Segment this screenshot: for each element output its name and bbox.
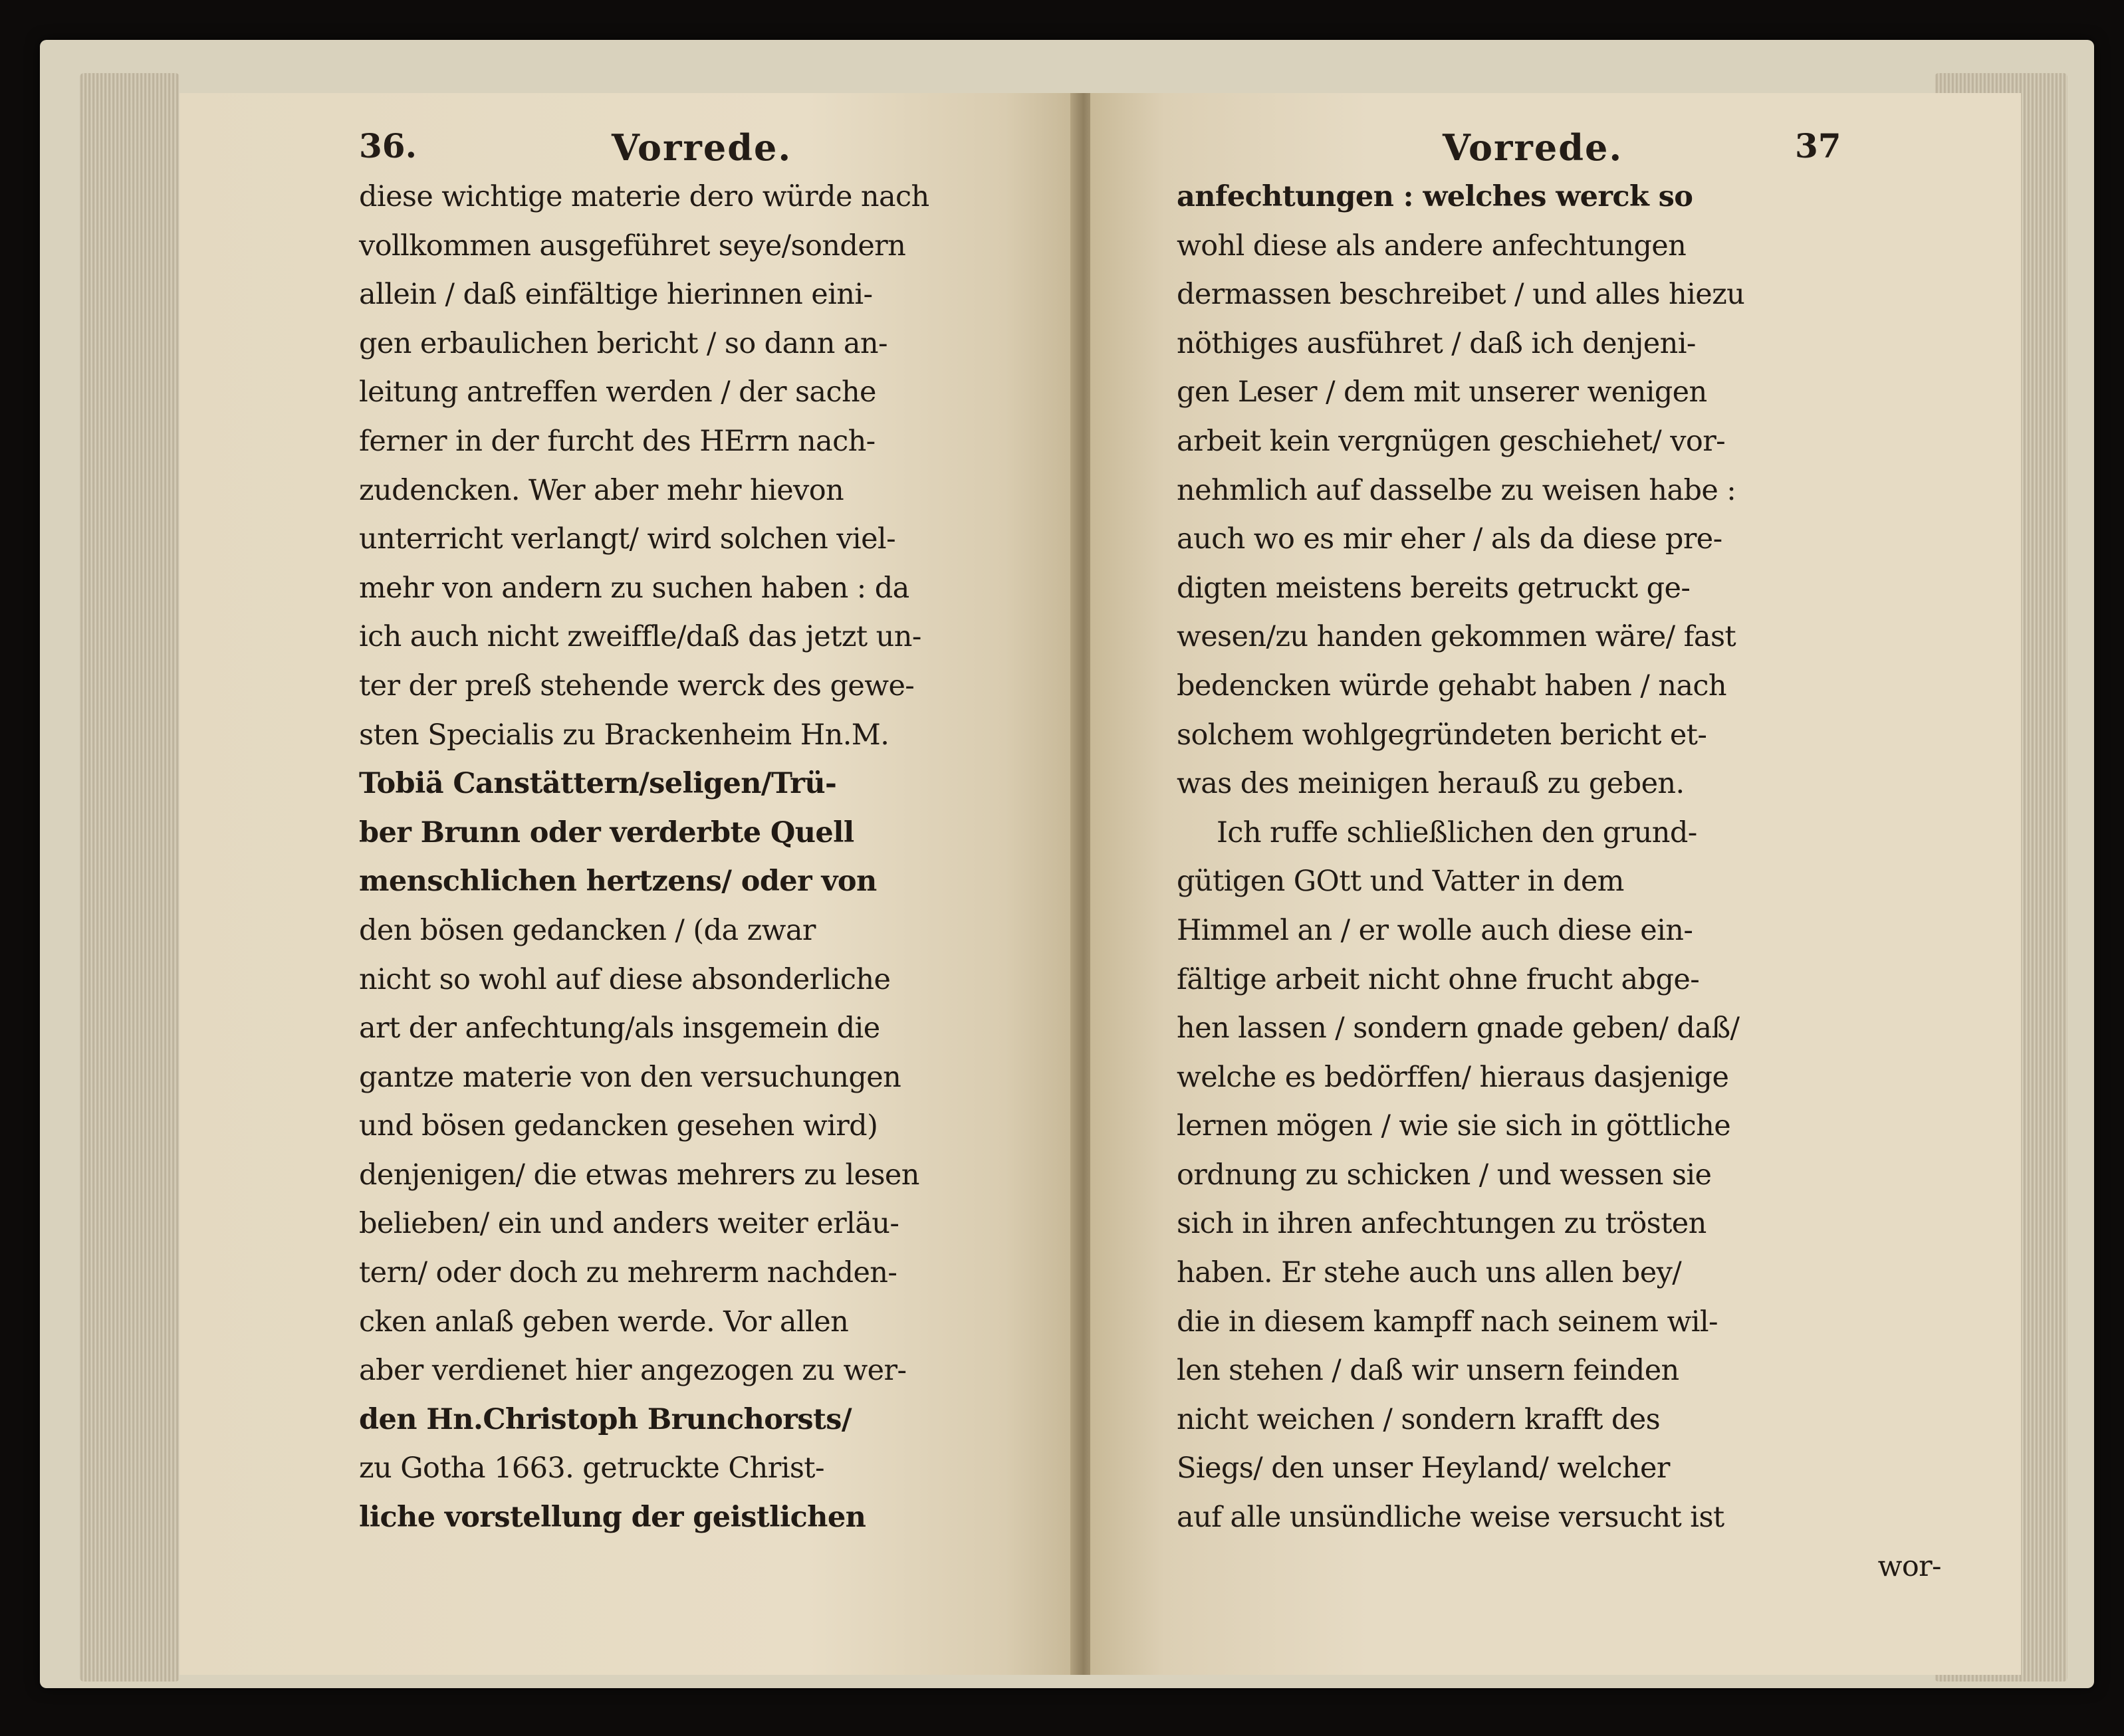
text-line: zu Gotha 1663. getruckte Christ- xyxy=(359,1452,824,1485)
text-line: was des meinigen herauß zu geben. xyxy=(1177,767,1685,801)
text-line: digten meistens bereits getruckt ge- xyxy=(1177,571,1691,605)
text-line: gütigen GOtt und Vatter in dem xyxy=(1177,865,1624,899)
text-line: ber Brunn oder verderbte Quell xyxy=(359,815,854,849)
left-page xyxy=(179,93,1077,1675)
text-line: Himmel an / er wolle auch diese ein- xyxy=(1177,913,1693,947)
text-line: menschlichen hertzens/ oder von xyxy=(359,865,877,899)
text-line: zudencken. Wer aber mehr hievon xyxy=(359,473,844,507)
text-line: den Hn.Christoph Brunchorsts/ xyxy=(359,1402,852,1436)
text-line: wesen/zu handen gekommen wäre/ fast xyxy=(1177,620,1736,654)
text-line: bedencken würde gehabt haben / nach xyxy=(1177,669,1726,703)
text-line: tern/ oder doch zu mehrerm nachden- xyxy=(359,1256,897,1290)
text-line: gantze materie von den versuchungen xyxy=(359,1060,901,1094)
text-line: den bösen gedancken / (da zwar xyxy=(359,913,816,947)
text-line: nöthiges ausführet / daß ich denjeni- xyxy=(1177,326,1696,360)
page-number: 36. xyxy=(359,126,417,165)
text-line: auch wo es mir eher / als da diese pre- xyxy=(1177,522,1722,556)
right-page-header xyxy=(1090,120,2021,173)
text-line: auf alle unsündliche weise versucht ist xyxy=(1177,1501,1724,1535)
text-line: ferner in der furcht des HErrn nach- xyxy=(359,424,876,458)
page-number: 37 xyxy=(1795,126,1841,165)
text-line: nicht so wohl auf diese absonderliche xyxy=(359,962,891,996)
text-line: fältige arbeit nicht ohne frucht abge- xyxy=(1177,962,1700,996)
text-line: denjenigen/ die etwas mehrers zu lesen xyxy=(359,1158,919,1192)
text-line: Siegs/ den unser Heyland/ welcher xyxy=(1177,1452,1670,1485)
text-line: anfechtungen : welches werck so xyxy=(1177,180,1693,213)
text-line: welche es bedörffen/ hieraus dasjenige xyxy=(1177,1060,1729,1094)
text-line: len stehen / daß wir unsern feinden xyxy=(1177,1354,1679,1388)
running-head: Vorrede. xyxy=(1443,126,1623,169)
text-line: hen lassen / sondern gnade geben/ daß/ xyxy=(1177,1012,1740,1045)
text-line: mehr von andern zu suchen haben : da xyxy=(359,571,909,605)
text-line: solchem wohlgegründeten bericht et- xyxy=(1177,718,1707,752)
text-line: die in diesem kampff nach seinem wil- xyxy=(1177,1305,1718,1339)
text-line: ordnung zu schicken / und wessen sie xyxy=(1177,1158,1712,1192)
text-line: diese wichtige materie dero würde nach xyxy=(359,180,929,213)
text-line: liche vorstellung der geistlichen xyxy=(359,1501,866,1535)
text-line: ich auch nicht zweiffle/daß das jetzt un- xyxy=(359,620,921,654)
text-line: haben. Er stehe auch uns allen bey/ xyxy=(1177,1256,1682,1290)
running-head: Vorrede. xyxy=(612,126,792,169)
text-line: sten Specialis zu Brackenheim Hn.M. xyxy=(359,718,889,752)
text-line: nehmlich auf dasselbe zu weisen habe : xyxy=(1177,473,1736,507)
text-line: nicht weichen / sondern krafft des xyxy=(1177,1402,1661,1436)
text-line: und bösen gedancken gesehen wird) xyxy=(359,1109,878,1143)
text-line: sich in ihren anfechtungen zu trösten xyxy=(1177,1207,1707,1241)
page-edges-left xyxy=(80,73,179,1682)
text-line: leitung antreffen werden / der sache xyxy=(359,376,876,409)
text-line: unterricht verlangt/ wird solchen viel- xyxy=(359,522,896,556)
text-line: cken anlaß geben werde. Vor allen xyxy=(359,1305,849,1339)
text-line: arbeit kein vergnügen geschiehet/ vor- xyxy=(1177,424,1726,458)
text-line: belieben/ ein und anders weiter erläu- xyxy=(359,1207,899,1241)
right-page-text xyxy=(1177,173,1941,1591)
text-line: allein / daß einfältige hierinnen eini- xyxy=(359,278,873,312)
text-line: vollkommen ausgeführet seye/sondern xyxy=(359,229,906,263)
right-page xyxy=(1090,93,2021,1675)
text-line: wohl diese als andere anfechtungen xyxy=(1177,229,1687,263)
catchword: wor- xyxy=(1877,1549,1941,1583)
text-line: Tobiä Canstättern/seligen/Trü- xyxy=(359,767,837,801)
left-page-header xyxy=(179,120,1077,173)
text-line: aber verdienet hier angezogen zu wer- xyxy=(359,1354,907,1388)
text-line: lernen mögen / wie sie sich in göttliche xyxy=(1177,1109,1731,1143)
text-line: gen Leser / dem mit unserer wenigen xyxy=(1177,376,1707,409)
text-line: ter der preß stehende werck des gewe- xyxy=(359,669,915,703)
text-line: Ich ruffe schließlichen den grund- xyxy=(1217,815,1697,849)
text-line: art der anfechtung/als insgemein die xyxy=(359,1012,880,1045)
text-line: dermassen beschreibet / und alles hiezu xyxy=(1177,278,1745,312)
text-line: gen erbaulichen bericht / so dann an- xyxy=(359,326,887,360)
